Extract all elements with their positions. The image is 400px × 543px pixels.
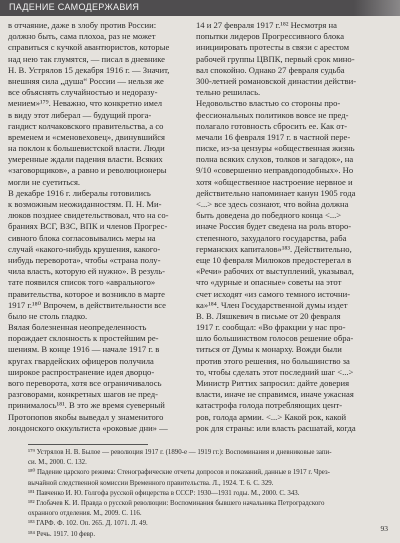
text-line: могли не суетиться. — [8, 176, 81, 187]
text-line: браниях ВСГ, ВЗС, ВПК и членов Прогрес- — [8, 221, 168, 232]
text-line: 300-летней романовской династии действи- — [196, 75, 357, 86]
footnote-line: вычайной следственной комиссии Временного правительства. Л., 1924. Т. 6. С. 329. — [28, 479, 274, 487]
text-line: 14 и 27 февраля 1917 г.¹⁸² Несмотря на — [196, 20, 337, 30]
text-line: хотя «общественное настроение нервное и — [196, 176, 353, 187]
text-line: принималось¹⁸¹. В это же время суеверный — [8, 400, 165, 411]
footnote-separator — [28, 444, 148, 445]
text-line: шло большинством голосов решение обра- — [196, 333, 354, 344]
text-line: мечали 16 февраля 1917 г. в частной пере- — [196, 131, 351, 142]
footnote-line: си. М., 2000. С. 132. — [28, 459, 87, 467]
text-line: сивного блока согласовывались меры на — [8, 232, 156, 243]
text-line: было не столь гладко. — [8, 310, 88, 321]
running-header — [0, 0, 400, 16]
text-line: действительно напоминает канун 1905 года — [196, 187, 356, 198]
text-line: тельно решилась. — [196, 87, 261, 98]
footnotes-block — [28, 448, 390, 540]
text-line: разговорами, конкретных шагов не пред- — [8, 389, 158, 400]
text-line: в отчаяние, даже в злобу против России: — [8, 20, 157, 30]
text-line: внешняя сила „душа“ России — нельзя же — [8, 75, 164, 86]
text-line: Протопопов якобы выведал у знаменитого — [8, 411, 164, 422]
text-line: справиться с кучкой авантюристов, которые — [8, 42, 170, 53]
text-line: лондонского оккультиста «роковые дни» — — [8, 422, 168, 433]
text-line: в виду этот либерал — будущий прога- — [8, 109, 152, 120]
text-line: порождает склонность к простейшим ре- — [8, 333, 159, 344]
text-line: «заговорщиков», а равно и революционеры — [8, 165, 167, 176]
text-line: еще 10 февраля Милюков предостерегал в — [196, 254, 352, 265]
text-line: попытки лидеров Прогрессивного блока — [196, 31, 345, 42]
text-line: рок для страны: или власть расшатай, когда — [196, 422, 356, 433]
text-line: над нею так глумятся, — писал в дневнике — [8, 53, 165, 64]
text-line: власти, иначе не справимся, иначе ужасная — [196, 389, 354, 400]
text-line: к возможным неожиданностям. П. Н. Ми- — [8, 199, 162, 209]
text-line: люков позднее свидетельствовал, что на со- — [8, 210, 169, 221]
text-line: Н. В. Устрялов 15 декабря 1916 г. — Значит, — [8, 64, 170, 75]
text-line: иначе Россия будет сведена на роль второ- — [196, 221, 352, 232]
text-line: вал спокойно. Однако 27 февраля судьба — [196, 64, 345, 75]
header-fade — [354, 0, 400, 16]
text-line: вого переворота, хотя все ограничивалось — [8, 378, 162, 388]
text-line: В декабре 1916 г. либералы готовились — [8, 187, 151, 198]
text-line: то, чтобы сделать этот последний шаг <...> — [196, 366, 354, 377]
right-text-column — [196, 20, 372, 434]
text-line: <...> все здесь сознают, что война должна — [196, 199, 349, 209]
text-line: полагало готовность сбросить ее. Как от- — [196, 120, 348, 131]
text-line: широкое распространение идея дворцо- — [8, 366, 155, 377]
text-line: «Речи» рабочих от выступлений, указывал, — [196, 266, 354, 277]
footnote-line: ¹⁸¹ Павченко И. Ю. Голгофа русской офицерства в СССР: 1930—1931 годы. М., 2000. С. 343. — [28, 489, 300, 497]
text-line: рабочей группы ЦВПК, первый срок мино- — [196, 53, 355, 64]
text-line: счет исходят «из самого темного источни- — [196, 288, 351, 299]
text-line: против этого решения, но большинство за — [196, 355, 350, 366]
text-line: правительства, которое и возникло в марте — [8, 288, 165, 299]
footnote-line: ¹⁸⁰ Падение царского режима: Стенографические отчеты допросов и показаний, данные в 1917 г. Чрез- — [28, 469, 330, 477]
text-line: случай «какого-нибудь крушения, какого- — [8, 243, 161, 254]
text-line: на поклон к большевистской власти. Люди — [8, 143, 165, 154]
text-line: ров, голода армии. <...> Какой рок, какой — [196, 411, 347, 422]
text-line: писке, из-за цензуры «общественная жизнь — [196, 143, 355, 154]
text-line: В. В. Ляшкевич в письме от 20 февраля — [196, 310, 341, 321]
text-line: титься от Думы к монарху. Вожди были — [196, 344, 342, 355]
page-number: 93 — [380, 524, 388, 533]
text-line: германских капиталов»¹⁸³. Действительно, — [196, 243, 352, 254]
running-header-title: ПАДЕНИЕ САМОДЕРЖАВИЯ — [9, 2, 140, 12]
text-line: Недовольство властью со стороны про- — [196, 98, 341, 109]
text-line: должно быть, сама плохоа, раз не может — [8, 31, 156, 42]
text-line: гандист колчаковского правительства, а со — [8, 120, 164, 131]
text-line: ка»¹⁸⁴. Член Государственной думы издет — [196, 299, 348, 310]
footnote-line: ¹⁷⁹ Устрялов Н. В. Былое — революция 1917 г. (1890-е — 1919 гг.): Воспоминания и дневниковые запи- — [28, 449, 332, 456]
text-line: тате появился список того «аврального» — [8, 277, 156, 288]
footnote-line: ¹⁸³ ГАРФ. Ф. 102. Оп. 265. Д. 1071. Л. 49. — [28, 520, 148, 528]
text-line: фессиональных политиков вовсе не пред- — [196, 109, 349, 120]
text-line: инициировать протесты в связи с арестом — [196, 42, 350, 53]
footnote-line: ¹⁸⁴ Речь. 1917. 10 февр. — [28, 530, 96, 538]
text-line: все объяснять случайностью и недоразу- — [8, 87, 158, 98]
text-line: катастрофа голода потребляющих цент- — [196, 400, 343, 411]
text-line: Министр Риттих запросил: дайте доверия — [196, 378, 350, 388]
text-line: кругах гвардейских офицеров получила — [8, 355, 154, 366]
text-line: шениям. В конце 1916 — начале 1917 г. в — [8, 344, 160, 355]
text-line: 9/10 «совершенно неправдоподобных». Но — [196, 165, 354, 176]
left-text-column — [8, 20, 184, 434]
text-line: умеренные ждали падения власти. Всяких — [8, 154, 163, 165]
text-line: 1917 г. сообщал: «Во фракции у нас про- — [196, 322, 346, 333]
text-line: нибудь переворота», чтобы «страна полу- — [8, 254, 161, 265]
text-line: чила власть, которую ей нужно». В резуль- — [8, 266, 165, 277]
text-line: что «дурные и опасные» советы на этот — [196, 277, 342, 288]
footnote-line: ¹⁸² Глобачев К. И. Правда о русской революции: Воспоминания бывшего начальника Петроградского — [28, 499, 325, 507]
text-line: 1917 г.¹⁸⁰ Впрочем, в действительности все — [8, 299, 166, 310]
footnote-line: охранного отделения. М., 2009. С. 116. — [28, 510, 142, 518]
text-line: временем и «сменовеховец», двинувшийся — [8, 131, 165, 142]
text-line: полна всяких слухов, толков и загадок», на — [196, 154, 354, 165]
text-line: степенного, захудалого государства, раба — [196, 232, 347, 243]
text-line: мением»¹⁷⁹. Неважно, что конкретно имел — [8, 98, 163, 109]
text-line: быть доведена до победного конца <...> — [196, 210, 342, 221]
text-line: Вялая болезненная неопределенность — [8, 322, 147, 333]
